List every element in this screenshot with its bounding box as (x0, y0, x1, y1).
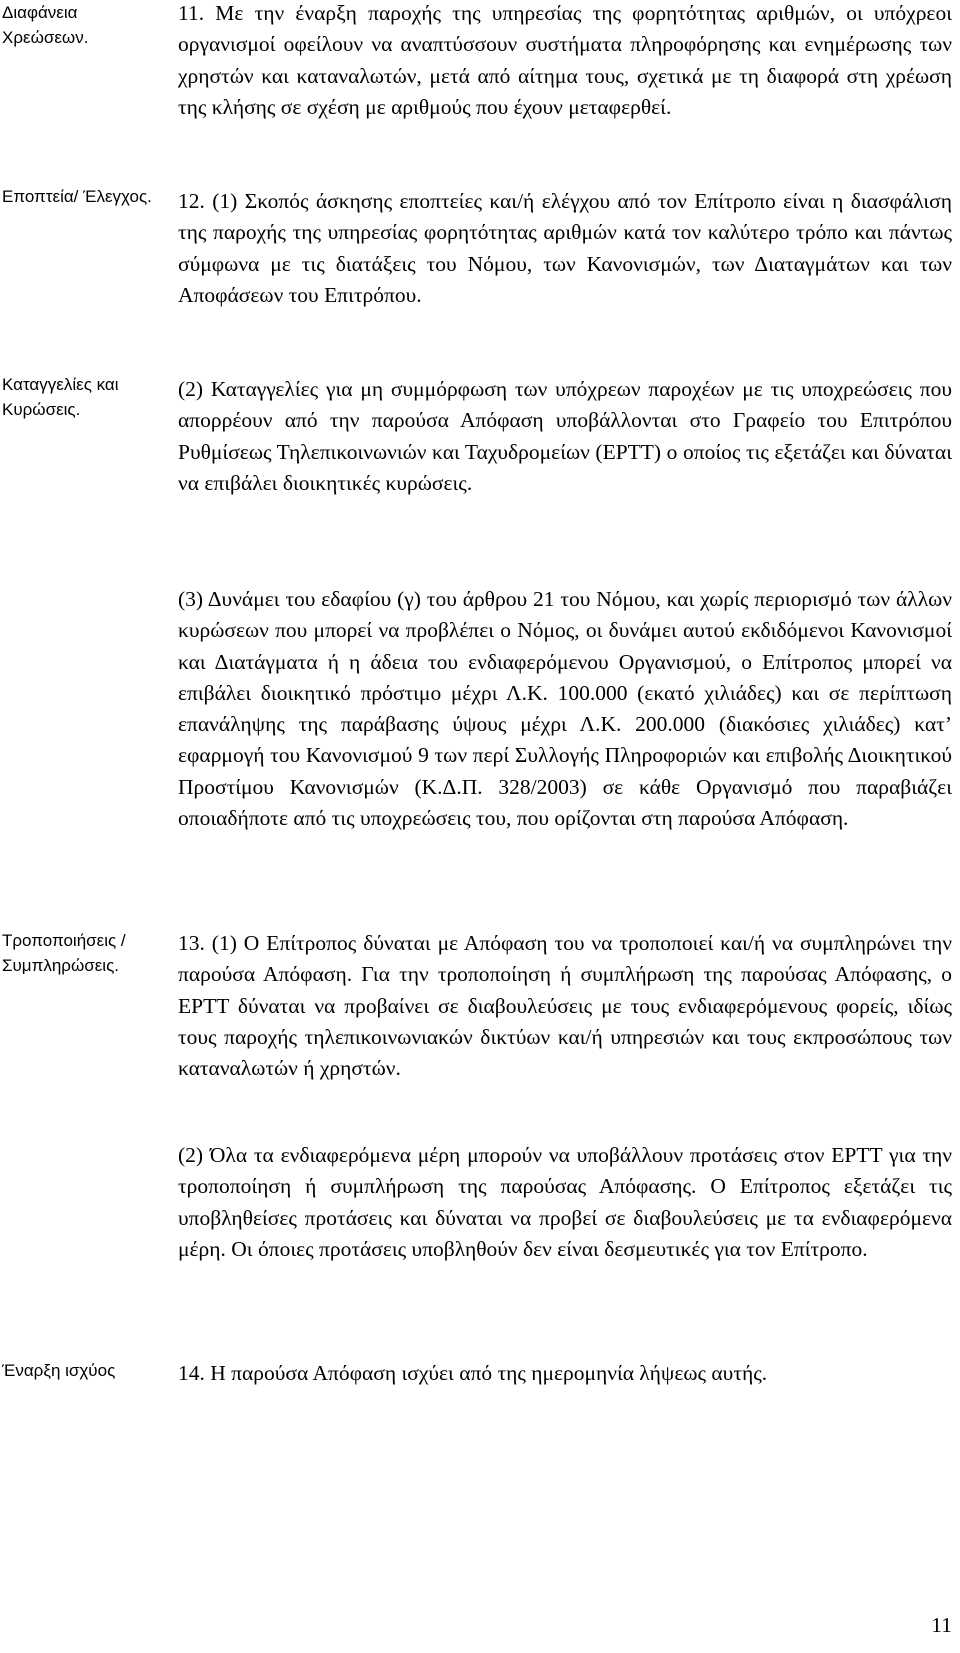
paragraph-11: 11. Με την έναρξη παροχής της υπηρεσίας της φορητότητας αριθμών, οι υπόχρεοι οργανισμοί οφείλουν να αναπτύσσουν συστήματα πληροφόρησης και ενημέρωσης των χρηστών και καταναλωτών, μετά από αίτημα τους, σχετικά με τη διαφορά στη χρέωση της κλήσης σε σχέση με αριθμούς που έχουν μεταφερθεί. (178, 1, 952, 119)
margin-note-complaints: Καταγγελίες και Κυρώσεις. (2, 375, 119, 419)
margin-note-supervision: Εποπτεία/ Έλεγχος. (2, 187, 152, 206)
margin-note-charge-transparency: Διαφάνεια Χρεώσεων. (2, 3, 89, 47)
paragraph-13-1: 13. (1) Ο Επίτροπος δύναται με Απόφαση του να τροποποιεί και/ή να συμπληρώνει την παρούσα Απόφαση. Για την τροποποίηση ή συμπλήρωση της παρούσας Απόφασης, ο ΕΡΤΤ δύναται να προβαίνει σε διαβουλεύσεις με τους ενδιαφερόμενους φορείς, ιδίως τους παροχής τηλεπικοινωνιακών δικτύων και/ή υπηρεσιών και τους εκπροσώπους των καταναλωτών ή χρηστών. (178, 931, 952, 1081)
paragraph-12-3: (3) Δυνάμει του εδαφίου (γ) του άρθρου 21 του Νόμου, και χωρίς περιορισμό των άλλων κυρώσεων που μπορεί να προβλέπει ο Νόμος, οι δυνάμει αυτού εκδιδόμενοι Κανονισμοί και Διατάγματα ή η άδεια του ενδιαφερόμενου Οργανισμού, ο Επίτροπος μπορεί να επιβάλει διοικητικό πρόστιμο μέχρι Λ.Κ. 100.000 (εκατό χιλιάδες) και σε περίπτωση επανάληψης της παράβασης ύψους μέχρι Λ.Κ. 200.000 (διακόσιες χιλιάδες) κατ’ εφαρμογή του Κανονισμού 9 των περί Συλλογής Πληροφοριών και επιβολής Διοικητικού Προστίμου Κανονισμών (Κ.Δ.Π. 328/2003) σε κάθε Οργανισμό που παραβιάζει οποιαδήποτε από τις υποχρεώσεις του, που ορίζονται στη παρούσα Απόφαση. (178, 587, 952, 831)
paragraph-14: 14. Η παρούσα Απόφαση ισχύει από της ημερομηνία λήψεως αυτής. (178, 1361, 768, 1385)
page-number: 11 (931, 1613, 952, 1637)
paragraph-13-2: (2) Όλα τα ενδιαφερόμενα μέρη μπορούν να υποβάλλουν προτάσεις στον ΕΡΤΤ για την τροποποίηση ή συμπλήρωση της παρούσας Απόφασης. Ο Επίτροπος εξετάζει τις υποβληθείσες προτάσεις και δύναται να προβεί σε διαβουλεύσεις με τα ενδιαφερόμενα μέρη. Οι όποιες προτάσεις υποβληθούν δεν είναι δεσμευτικές για τον Επίτροπο. (178, 1143, 952, 1261)
margin-note-amendments: Τροποποιήσεις / Συμπληρώσεις. (2, 931, 126, 975)
paragraph-12-2: (2) Καταγγελίες για μη συμμόρφωση των υπόχρεων παροχέων με τις υποχρεώσεις που απορρέουν από την παρούσα Απόφαση υποβάλλονται στο Γραφείο του Επιτρόπου Ρυθμίσεως Τηλεπικοινωνιών και Ταχυδρομείων (ΕΡΤΤ) ο οποίος τις εξετάζει και δύναται να επιβάλει διοικητικές κυρώσεις. (178, 377, 952, 495)
margin-note-entry-into-force: Έναρξη ισχύος (2, 1361, 116, 1380)
paragraph-12-1: 12. (1) Σκοπός άσκησης εποπτείες και/ή ελέγχου από τον Επίτροπο είναι η διασφάλιση της παροχής της υπηρεσίας φορητότητας αριθμών κατά τον καλύτερο τρόπο και πάντως σύμφωνα με τις διατάξεις του Νόμου, των Κανονισμών, των Διαταγμάτων και των Αποφάσεων του Επιτρόπου. (178, 189, 952, 307)
